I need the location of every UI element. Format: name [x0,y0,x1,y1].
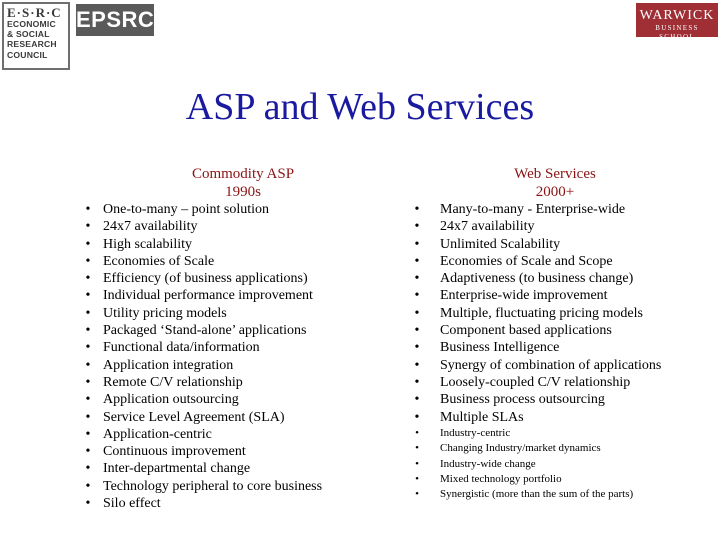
list-item: • High scalability [103,236,322,253]
list-item: • Utility pricing models [103,305,322,322]
list-item: • Many-to-many - Enterprise-wide [440,201,661,218]
list-item: • Remote C/V relationship [103,374,322,391]
list-item: • Packaged ‘Stand-alone’ applications [103,322,322,339]
list-item: • Loosely-coupled C/V relationship [440,374,661,391]
list-item: • Component based applications [440,322,661,339]
list-item: • Economies of Scale [103,253,322,270]
esrc-logo-initials: E·S·R·C [7,5,62,20]
list-item: • Changing Industry/market dynamics [440,441,661,456]
epsrc-logo: EPSRC [76,4,154,36]
esrc-logo-line: RESEARCH [7,39,57,50]
list-item: • Application integration [103,357,322,374]
list-item: • Efficiency (of business applications) [103,270,322,287]
list-item: • Synergistic (more than the sum of the parts) [440,487,661,502]
list-item: • Multiple, fluctuating pricing models [440,305,661,322]
slide-title: ASP and Web Services [185,86,535,128]
web-services-list [440,201,661,503]
list-item: • 24x7 availability [103,218,322,235]
list-item: • Synergy of combination of applications [440,357,661,374]
list-item: • Industry-wide change [440,457,661,472]
esrc-logo-line: & SOCIAL [7,29,50,40]
list-item: • Enterprise-wide improvement [440,287,661,304]
list-item: • Mixed technology portfolio [440,472,661,487]
warwick-logo-name: WARWICK [639,8,715,23]
list-item: • Inter-departmental change [103,460,322,477]
list-item: • Economies of Scale and Scope [440,253,661,270]
esrc-logo-line: ECONOMIC [7,19,56,29]
list-item: • Multiple SLAs [440,409,661,426]
list-item: • Continuous improvement [103,443,322,460]
list-item: • Individual performance improvement [103,287,322,304]
list-item: • One-to-many – point solution [103,201,322,218]
left-heading-line2: 1990s [225,184,261,200]
list-item: • Silo effect [103,495,322,512]
esrc-logo-line: COUNCIL [7,49,48,60]
list-item: • Unlimited Scalability [440,236,661,253]
list-item: • Industry-centric [440,426,661,441]
list-item: • Technology peripheral to core business [103,478,322,495]
warwick-business-school-logo [636,3,718,41]
list-item: • Functional data/information [103,339,322,356]
list-item: • 24x7 availability [440,218,661,235]
list-item: • Service Level Agreement (SLA) [103,409,322,426]
right-heading-line1: Web Services [514,166,596,182]
right-column-heading [460,165,650,201]
list-item: • Application outsourcing [103,391,322,408]
warwick-logo-sub: BUSINESS SCHOOL [655,24,699,41]
right-heading-line2: 2000+ [535,184,575,200]
list-item: • Application-centric [103,426,322,443]
list-item: • Adaptiveness (to business change) [440,270,661,287]
list-item: • Business Intelligence [440,339,661,356]
left-column-heading [148,165,338,201]
left-heading-line1: Commodity ASP [191,166,295,182]
commodity-asp-list [103,201,322,512]
list-item: • Business process outsourcing [440,391,661,408]
esrc-logo [2,2,70,70]
